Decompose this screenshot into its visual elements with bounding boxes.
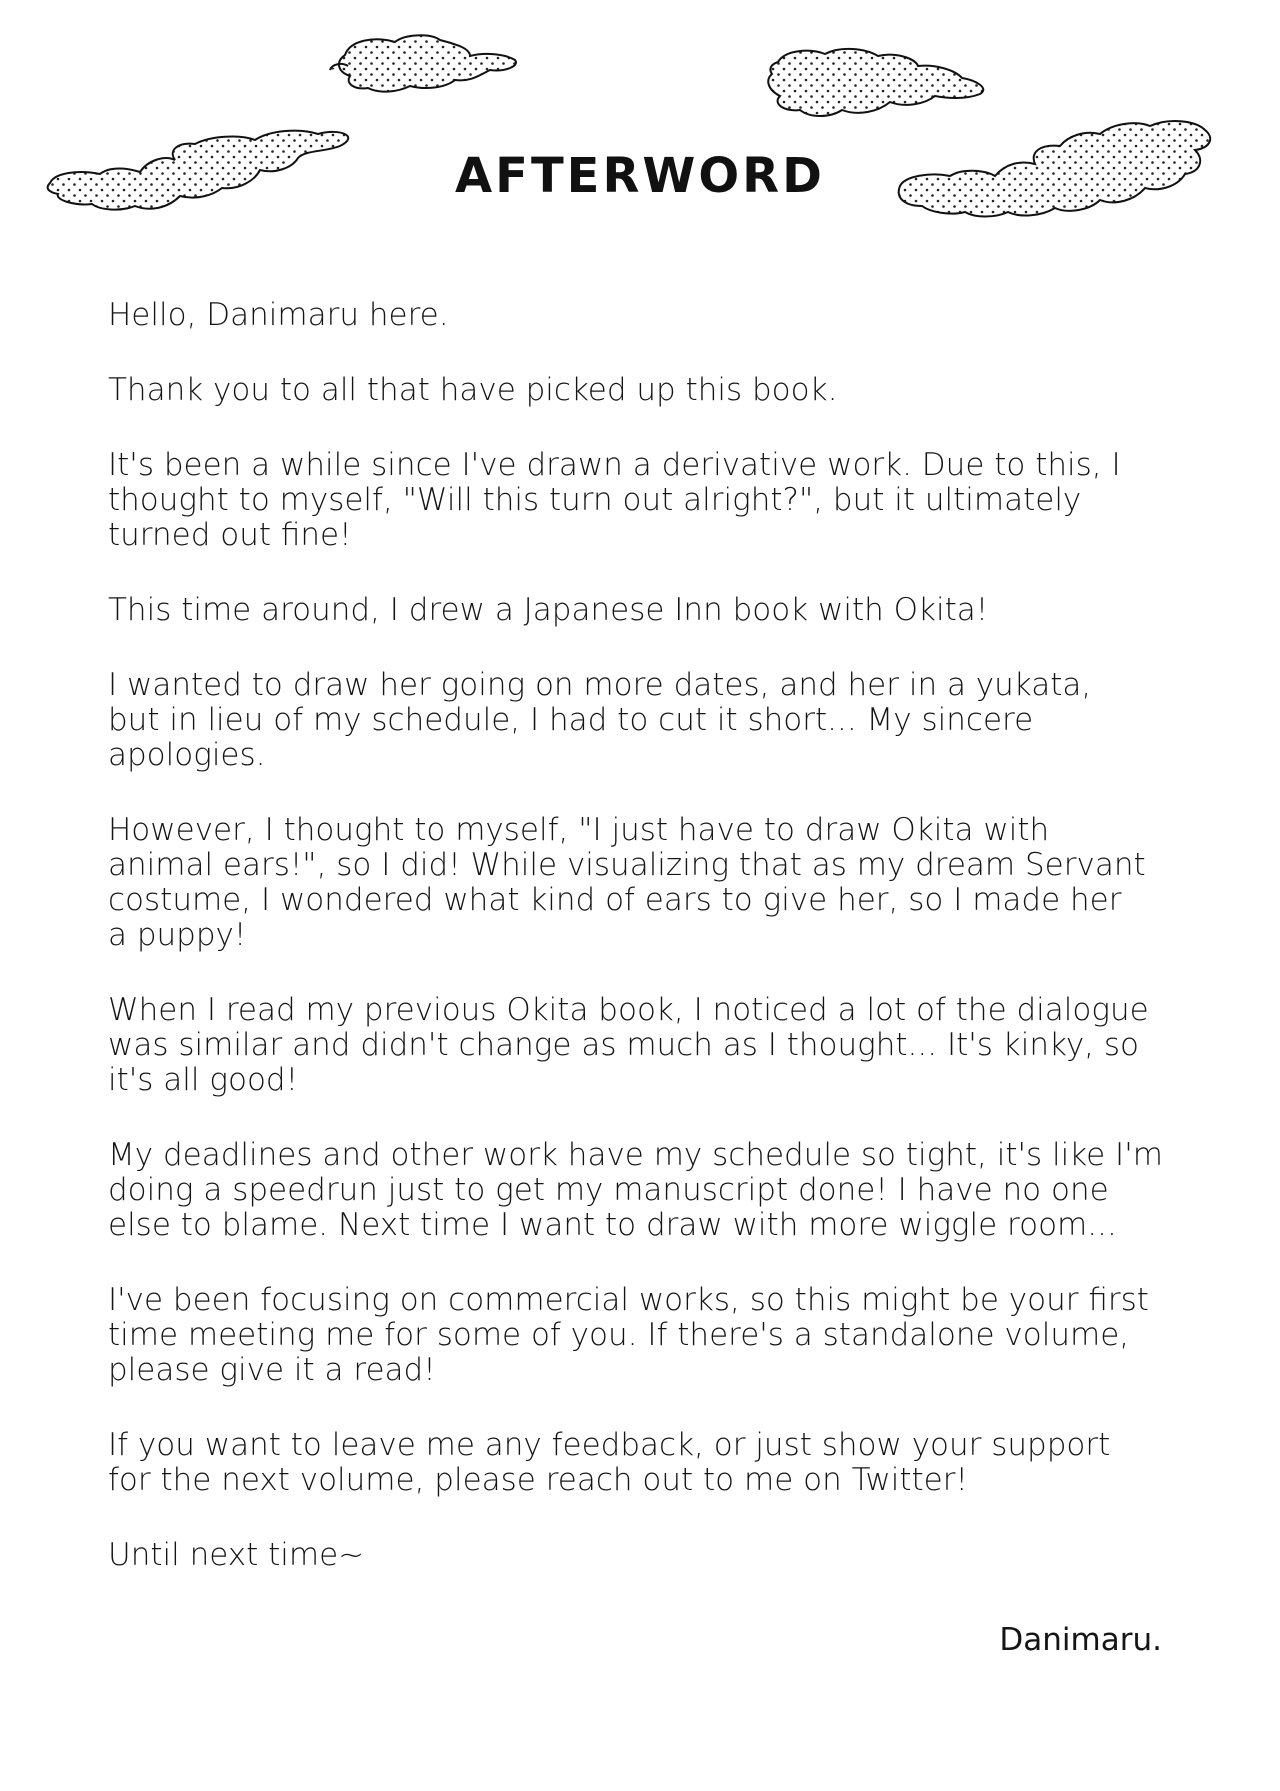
paragraph-greeting: Hello, Danimaru here. [108,297,449,333]
dotted-cloud-icon [330,35,516,91]
paragraph-feedback: If you want to leave me any feedback, or just show your support for the next volume, please reach out to me on Twitter! [108,1427,1111,1498]
paragraph-commercial-works: I've been focusing on commercial works, so this might be your first time meeting me for some of you. If there's a standalone volume, please give it a read! [108,1282,1149,1388]
header-decoration [0,0,1280,260]
page-title: AFTERWORD [455,148,825,204]
paragraph-previous-book: When I read my previous Okita book, I noticed a lot of the dialogue was similar and didn't change as much as I thought... It's kinky, so it's all good! [108,992,1149,1098]
paragraph-thanks: Thank you to all that have picked up this book. [108,372,838,408]
paragraph-closing: Until next time~ [108,1537,365,1573]
dotted-cloud-icon [768,49,983,116]
afterword-body [108,298,1178,1613]
paragraph-inn-book: This time around, I drew a Japanese Inn book with Okita! [108,592,989,628]
paragraph-dates: I wanted to draw her going on more dates, and her in a yukata, but in lieu of my schedule, I had to cut it short... My sincere apologies. [108,667,1092,773]
paragraph-deadlines: My deadlines and other work have my schedule so tight, it's like I'm doing a speedrun just to get my manuscript done! I have no one else to blame. Next time I want to draw with more wiggle room... [108,1137,1163,1243]
signature: Danimaru. [999,1622,1162,1658]
paragraph-derivative-work: It's been a while since I've drawn a derivative work. Due to this, I thought to myself, "Will this turn out alright?", but it ultimately turned out fine! [108,447,1121,553]
paragraph-animal-ears: However, I thought to myself, "I just have to draw Okita with animal ears!", so I did! While visualizing that as my dream Servant costume, I wondered what kind of ears to give her, so I made her a puppy! [108,812,1146,953]
cloud-decorations [0,0,1280,260]
